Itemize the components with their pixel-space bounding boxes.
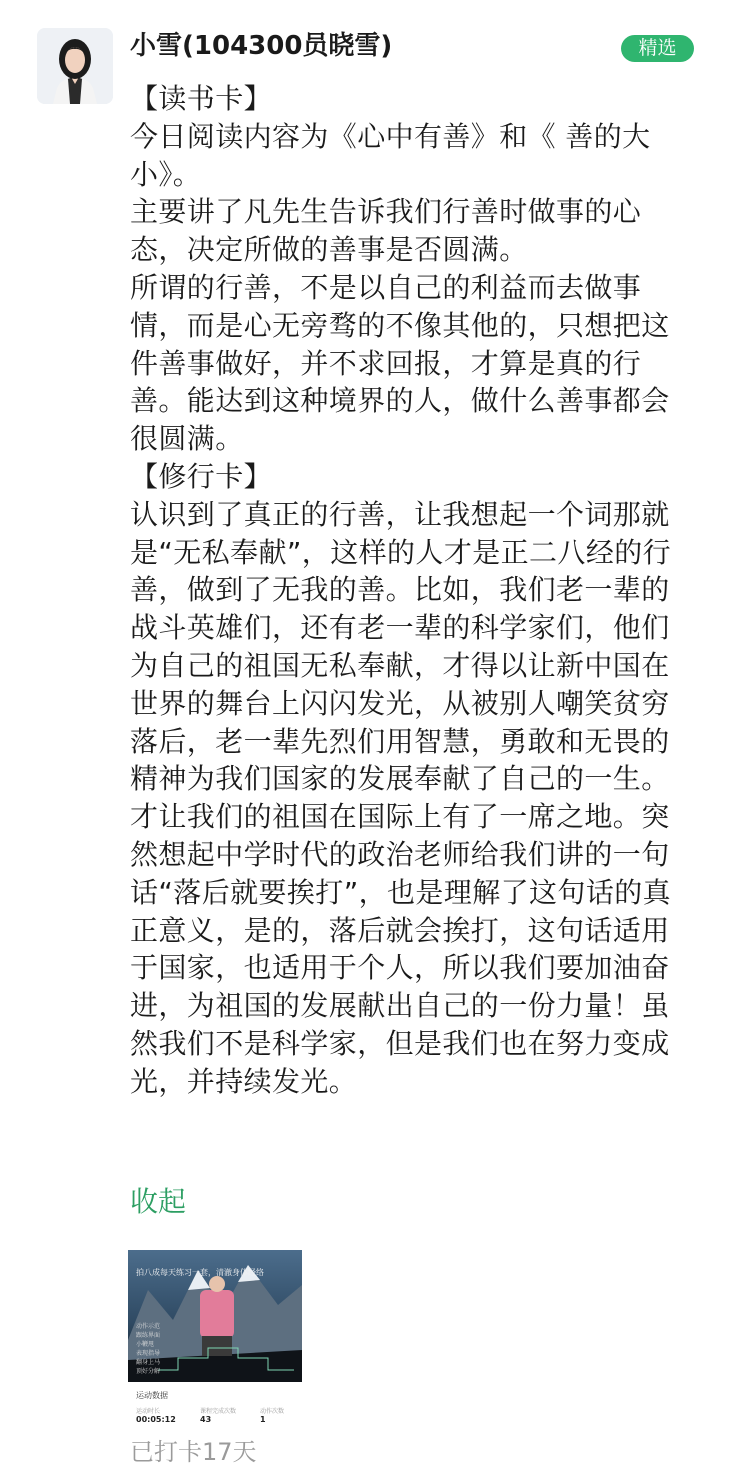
- post-text-line: 【读书卡】: [130, 82, 273, 115]
- post-text-line: 所谓的行善，不是以自己的利益而去做事: [130, 270, 642, 304]
- post-text-line: 认识到了真正的行善，让我想起一个词那就: [130, 497, 670, 531]
- checkin-count: 已打卡17天: [130, 1438, 257, 1466]
- post-text-line: 进，为祖国的发展献出自己的一份力量！虽: [130, 989, 670, 1023]
- video-menu-item: 表现指导: [136, 1350, 161, 1357]
- post-text-line: 精神为我们国家的发展奉献了自己的一生。: [130, 762, 670, 796]
- post-text-line: 态，决定所做的善事是否圆满。: [130, 233, 528, 267]
- stat-label: 动作次数: [260, 1408, 285, 1415]
- post-body: [130, 80, 690, 1101]
- video-menu-item: 顶好分解: [136, 1368, 161, 1375]
- featured-badge: 精选: [621, 35, 694, 62]
- author-name[interactable]: 小雪(104300员晓雪): [130, 31, 393, 61]
- post-text-line: 然想起中学时代的政治老师给我们讲的一句: [130, 837, 670, 871]
- post-text-line: 为自己的祖国无私奉献，才得以让新中国在: [130, 648, 670, 682]
- stat-value: 1: [260, 1415, 266, 1424]
- avatar[interactable]: [37, 28, 113, 104]
- post-text-line: 善。能达到这种境界的人，做什么善事都会: [130, 384, 670, 418]
- post-text-line: 件善事做好，并不求回报，才算是真的行: [130, 346, 642, 380]
- post-text-line: 【修行卡】: [130, 459, 273, 493]
- video-menu-item: 动作示范: [136, 1323, 161, 1330]
- video-menu-item: 小鞭甩: [136, 1341, 155, 1348]
- video-title: 拍八成每天练习一套，清澈身体经络: [136, 1268, 264, 1277]
- post-text-line: 情，而是心无旁骛的不像其他的，只想把这: [130, 308, 670, 342]
- post-text-line: 于国家，也适用于个人，所以我们要加油奋: [130, 951, 670, 985]
- video-attachment[interactable]: [128, 1250, 302, 1432]
- stat-label: 课程完成次数: [200, 1408, 237, 1415]
- stat-value: 00:05:12: [136, 1415, 176, 1424]
- post-text-line: 很圆满。: [130, 422, 244, 456]
- post-text-line: 然我们不是科学家，但是我们也在努力变成: [130, 1026, 670, 1060]
- collapse-link[interactable]: 收起: [130, 1185, 187, 1218]
- post-text-line: 主要讲了凡先生告诉我们行善时做事的心: [130, 195, 642, 229]
- post-text-line: 战斗英雄们，还有老一辈的科学家们，他们: [130, 611, 670, 645]
- post-text-line: 小》。: [130, 157, 202, 191]
- post-text-line: 话“落后就要挨打”，也是理解了这句话的真: [130, 875, 672, 909]
- post-text-line: 今日阅读内容为《心中有善》和《 善的大: [130, 119, 651, 153]
- video-menu: [136, 1322, 160, 1376]
- video-menu-item: 跟练界面: [136, 1332, 161, 1339]
- stat-value: 43: [200, 1415, 212, 1424]
- post-text-line: 落后，老一辈先烈们用智慧，勇敢和无畏的: [130, 724, 670, 758]
- video-menu-item: 翻身上马: [136, 1359, 161, 1366]
- stats-title: 运动数据: [136, 1391, 168, 1400]
- post-text-line: 正意义，是的，落后就会挨打，这句话适用: [130, 913, 670, 947]
- post-text-line: 光，并持续发光。: [130, 1064, 358, 1098]
- post-text-line: 是“无私奉献”，这样的人才是正二八经的行: [130, 535, 672, 569]
- post-text-line: 善，做到了无我的善。比如，我们老一辈的: [130, 573, 670, 607]
- stat-label: 运动时长: [136, 1408, 161, 1415]
- video-thumbnail: [128, 1250, 302, 1382]
- post-text-line: 世界的舞台上闪闪发光，从被别人嘲笑贫穷: [130, 686, 670, 720]
- avatar-photo: [37, 28, 113, 104]
- post-text-line: 才让我们的祖国在国际上有了一席之地。突: [130, 800, 670, 834]
